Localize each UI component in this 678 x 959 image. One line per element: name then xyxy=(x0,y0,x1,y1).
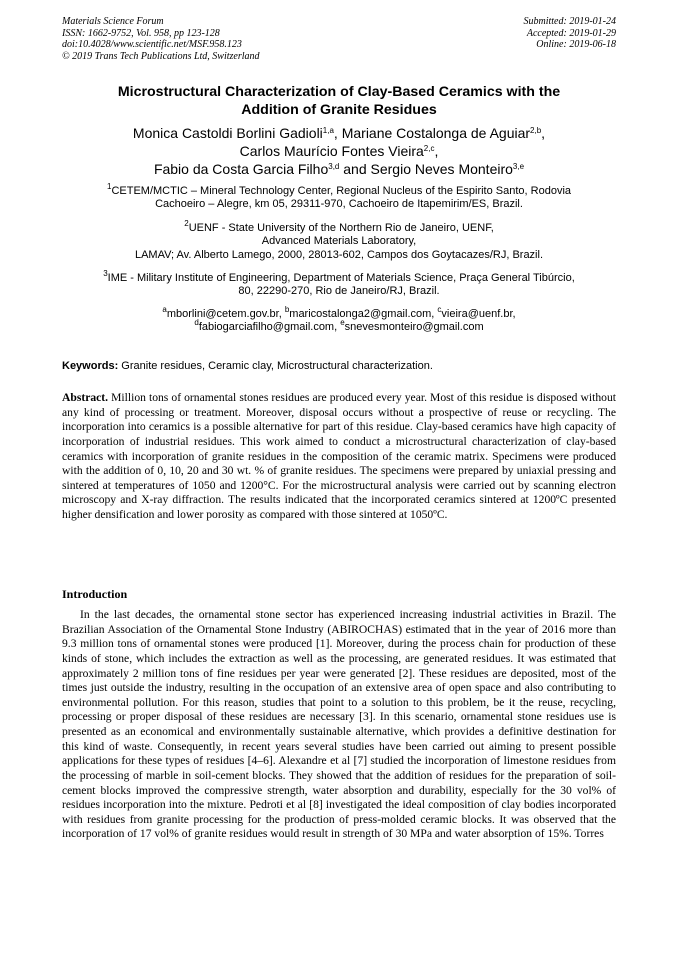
affiliation-text: CETEM/MCTIC – Mineral Technology Center, Regional Nucleus of the Espirito Santo, Rodovia xyxy=(111,185,572,197)
author-list xyxy=(62,124,616,179)
affiliation-3 xyxy=(62,269,616,299)
journal-issn: ISSN: 1662-9752, Vol. 958, pp 123-128 xyxy=(62,27,220,39)
author-emails xyxy=(62,305,616,335)
email-superscript: a xyxy=(162,305,167,314)
affiliation-superscript: 3 xyxy=(103,269,108,278)
online-date: Online: 2019-06-18 xyxy=(536,39,616,50)
affiliation-text: 80, 22290-270, Rio de Janeiro/RJ, Brazil. xyxy=(238,285,440,298)
email-superscript: d xyxy=(194,318,199,328)
affiliation-2 xyxy=(62,219,616,262)
keywords-label: Keywords: xyxy=(62,360,119,372)
email-superscript: c xyxy=(437,305,442,314)
affiliation-text: Advanced Materials Laboratory, xyxy=(261,235,417,248)
journal-copyright: © 2019 Trans Tech Publications Ltd, Switzerland xyxy=(62,50,260,62)
affiliation-text: Cachoeiro – Alegre, km 05, 29311-970, Cachoeiro de Itapemirim/ES, Brazil. xyxy=(155,198,523,211)
affiliation-text: IME - Military Institute of Engineering, Department of Materials Science, Praça General Tibúrcio, xyxy=(107,272,575,284)
email-link[interactable]: snevesmonteiro@gmail.com xyxy=(344,321,484,334)
paper-title xyxy=(62,83,616,119)
email-link[interactable]: fabiogarciafilho@gmail.com, xyxy=(198,321,341,334)
keywords xyxy=(62,359,616,373)
accepted-date: Accepted: 2019-01-29 xyxy=(526,27,616,39)
abstract-text: Million tons of ornamental stones residues are produced every year. Most of this residue is disposed without any kind of processing or treatment. Moreover, disposal occurs without a prospective of reuse or recycling. The incorporation into ceramics is a possible alternative for part of this residue. Clay-based ceramics have high capacity of incorporation of industrial residues. This work aimed to conduct a microstructural characterization of clay-based ceramics with incorporation of granite residues in the composition of the ceramic matrix. Specimens were produced with the addition of 0, 10, 20 and 30 wt. % of granite residues. The specimens were prepared by uniaxial pressing and sintered at temperatures of 1050 and 1200°C. For the microstructural analysis were carried out by scanning electron microscopy and X-ray diffraction. The results indicated that the incorporated ceramics sintered at 1200ºC presented higher densification and lower porosity as compared with those sintered at 1050ºC. xyxy=(62,391,616,521)
abstract xyxy=(62,391,616,523)
author-superscript: 3,e xyxy=(512,162,525,172)
email-superscript: b xyxy=(284,305,290,314)
title-line-1: Microstructural Characterization of Clay-Based Ceramics with the xyxy=(117,84,561,100)
author-superscript: 3,d xyxy=(328,162,340,172)
title-line-2: Addition of Granite Residues xyxy=(241,102,437,118)
affiliation-1 xyxy=(62,182,616,212)
author-superscript: 1,a xyxy=(322,126,334,135)
author-superscript: 2,c xyxy=(423,144,435,154)
submission-dates xyxy=(524,16,617,51)
affiliation-text: LAMAV; Av. Alberto Lamego, 2000, 28013-602, Campos dos Goytacazes/RJ, Brazil. xyxy=(134,248,544,261)
author-conjunction: and xyxy=(339,161,371,178)
authors-line-2: Carlos Maurício Fontes Vieira$^{2,c}$, xyxy=(239,143,439,160)
introduction-text: In the last decades, the ornamental stone sector has experienced increasing industrial activities in Brazil. The Brazilian Association of the Ornamental Stone Industry (ABIROCHAS) estimated that in the year of 2016 more than 9.3 million tons of ornamental stones were produced [1]. Moreover, during the process chain for production of these kinds of stone, which includes the extraction as well as the processing, are generated residues. It was estimated that approximately 2 million tons of fine residues per year were generated [2]. These residues are deposited, most of the times just outside the industry, resulting in the occupation of an extensive area of open space and also contributing to environmental pollution. For this reason, studies that point to a solution to this problem, be it the reuse, recycling, processing or proper disposal of these residues are necessary [3]. In this scenario, ornamental stone residues use is presented as an economical and environmentally sustainable alternative, which provides a definitive destination for this kind of waste. Consequently, in recent years several studies have been carried out aiming to present possible applications for these types of residues [4–6]. Alexandre et al [7] studied the incorporation of limestone residues from the processing of marble in soil-cement blocks. They showed that the addition of residues for the preparation of soil-cement blocks improved the compressive strength, water absorption and durability, especially for the 30 vol% of residues incorporation into the mixture. Pedroti et al [8] investigated the ideal composition of clay bodies incorporated with residues from granite processing for the production of press-molded ceramic blocks. It was observed that the incorporation of 17 vol% of granite residues would result in strength of 30 MPa and water absorption of 15%. Torres xyxy=(62,608,616,841)
authors-line-3 xyxy=(62,160,616,178)
email-superscript: e xyxy=(340,318,345,328)
author-name: Monica Castoldi Borlini Gadioli xyxy=(132,125,323,141)
author-name: Fabio da Costa Garcia Filho xyxy=(153,161,329,178)
keywords-text: Granite residues, Ceramic clay, Microstructural characterization. xyxy=(118,360,433,372)
section-heading: Introduction xyxy=(62,587,128,601)
author-name: Carlos Maurício Fontes Vieira xyxy=(239,143,424,160)
email-link[interactable]: mborlini@cetem.gov.br, xyxy=(166,308,285,320)
email-link[interactable]: maricostalonga2@gmail.com, xyxy=(289,308,438,320)
affiliation-text: UENF - State University of the Northern Rio de Janeiro, UENF, xyxy=(188,222,494,234)
abstract-label: Abstract. xyxy=(62,391,109,404)
affiliation-superscript: 2 xyxy=(184,219,189,228)
submitted-date: Submitted: 2019-01-24 xyxy=(523,16,616,27)
journal-name: Materials Science Forum xyxy=(62,16,164,27)
email-link[interactable]: vieira@uenf.br, xyxy=(441,308,516,320)
journal-header xyxy=(62,16,260,62)
journal-doi: doi:10.4028/www.scientific.net/MSF.958.123 xyxy=(62,39,242,50)
author-name: Sergio Neves Monteiro xyxy=(370,161,513,178)
authors-line-1: Monica Castoldi Borlini Gadioli$^{1,a}$, Mariane Costalonga de Aguiar$^{2,b}$, xyxy=(132,125,546,141)
author-superscript: 2,b xyxy=(530,126,542,135)
author-name: Mariane Costalonga de Aguiar xyxy=(341,125,531,141)
affiliation-superscript: 1 xyxy=(106,182,112,191)
